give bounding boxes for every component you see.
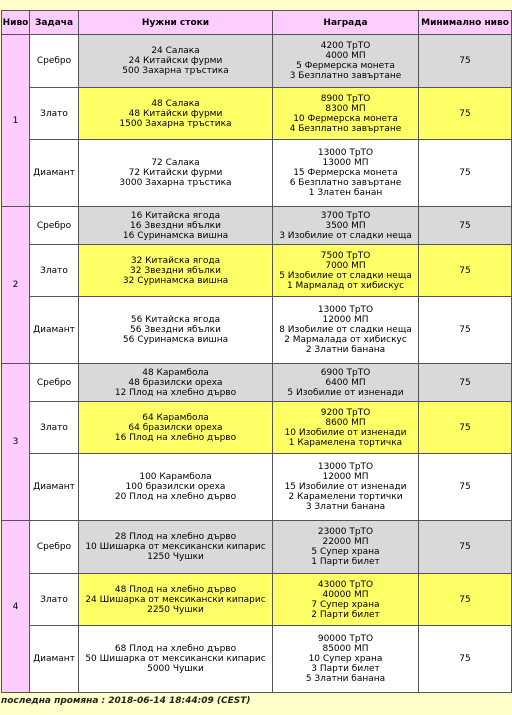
reward-cell xyxy=(273,245,419,297)
reward-cell xyxy=(273,626,419,693)
table-row xyxy=(2,35,512,88)
goods-cell xyxy=(79,626,273,693)
reward-line: 2 Златни банана xyxy=(305,345,386,355)
reward-line: 5 Супер храна xyxy=(311,547,380,557)
goods-line: 24 Китайски фурми xyxy=(128,56,223,66)
min-level-cell: 75 xyxy=(419,402,512,454)
reward-line: 5 Фермерска монета xyxy=(296,61,395,71)
reward-cell xyxy=(273,574,419,626)
reward-line: 8 Изобилие от сладки неща xyxy=(279,325,412,335)
table-row xyxy=(2,245,512,297)
reward-line: 2 Парти билет xyxy=(311,609,380,620)
reward-line: 13000 ТрТО xyxy=(317,305,374,315)
goods-line: 24 Шишарка от мексикански кипарис xyxy=(85,594,266,605)
goods-line: 10 Шишарка от мексикански кипарис xyxy=(85,542,266,552)
goods-line: 32 Китайска ягода xyxy=(130,255,221,266)
reward-line: 8900 ТрТО xyxy=(320,93,371,104)
goods-line: 48 Китайски фурми xyxy=(128,108,223,119)
reward-line: 12000 МП xyxy=(322,472,369,482)
reward-line: 13000 ТрТО xyxy=(317,462,374,472)
reward-line: 10 Фермерска монета xyxy=(293,113,398,124)
reward-line: 15 Фермерска монета xyxy=(293,168,398,178)
reward-line: 85000 МП xyxy=(322,644,369,654)
min-level-cell: 75 xyxy=(419,574,512,626)
goods-line: 500 Захарна тръстика xyxy=(122,66,229,76)
goods-line: 64 Карамбола xyxy=(142,412,209,423)
min-level-cell: 75 xyxy=(419,297,512,364)
goods-cell xyxy=(79,521,273,574)
reward-line: 7000 МП xyxy=(325,260,366,271)
goods-cell xyxy=(79,245,273,297)
goods-cell xyxy=(79,402,273,454)
reward-line: 2 Карамелени тортички xyxy=(288,492,403,502)
reward-cell xyxy=(273,454,419,521)
reward-line: 43000 ТрТО xyxy=(317,579,374,590)
reward-line: 9200 ТрТО xyxy=(320,407,371,418)
reward-cell xyxy=(273,402,419,454)
table-row xyxy=(2,402,512,454)
reward-line: 4 Безплатно завъртане xyxy=(289,123,402,134)
reward-line: 3700 ТрТО xyxy=(320,210,371,221)
min-level-cell: 75 xyxy=(419,35,512,88)
reward-line: 5 Изобилие от сладки неща xyxy=(279,270,412,281)
reward-line: 4200 ТрТО xyxy=(320,41,371,51)
goods-line: 20 Плод на хлебно дърво xyxy=(114,492,237,502)
reward-cell xyxy=(273,364,419,402)
goods-line: 56 Китайска ягода xyxy=(130,315,221,325)
task-cell: Сребро xyxy=(30,35,79,88)
reward-line: 1 Карамелена тортичка xyxy=(288,437,403,448)
goods-line: 1500 Захарна тръстика xyxy=(119,118,232,129)
table-row xyxy=(2,88,512,140)
reward-line: 1 Златен банан xyxy=(308,188,383,198)
goods-line: 16 Суринамска вишна xyxy=(122,230,229,241)
min-level-cell: 75 xyxy=(419,207,512,245)
header-min-level: Минимално ниво xyxy=(419,11,512,35)
table-row xyxy=(2,140,512,207)
reward-line: 3 Златни банана xyxy=(305,502,386,512)
reward-line: 90000 ТрТО xyxy=(317,634,374,644)
reward-line: 10 Супер храна xyxy=(308,654,383,664)
goods-cell xyxy=(79,88,273,140)
goods-line: 5000 Чушки xyxy=(147,664,204,674)
goods-cell xyxy=(79,364,273,402)
goods-cell xyxy=(79,297,273,364)
task-cell: Злато xyxy=(30,88,79,140)
goods-cell xyxy=(79,35,273,88)
table-row xyxy=(2,364,512,402)
header-task: Задача xyxy=(30,11,79,35)
goods-line: 16 Плод на хлебно дърво xyxy=(114,432,237,443)
reward-line: 40000 МП xyxy=(322,589,369,600)
task-cell: Диамант xyxy=(30,140,79,207)
goods-line: 48 Карамбола xyxy=(142,367,209,378)
goods-line: 32 Суринамска вишна xyxy=(122,275,229,286)
task-cell: Злато xyxy=(30,402,79,454)
goods-line: 1250 Чушки xyxy=(147,552,204,562)
reward-line: 4000 МП xyxy=(325,51,366,61)
reward-line: 3500 МП xyxy=(325,220,366,231)
task-cell: Сребро xyxy=(30,207,79,245)
reward-line: 3 Изобилие от сладки неща xyxy=(279,230,412,241)
goods-line: 64 бразилски ореха xyxy=(128,422,223,433)
reward-cell xyxy=(273,297,419,364)
reward-line: 22000 МП xyxy=(322,537,369,547)
goods-line: 68 Плод на хлебно дърво xyxy=(114,644,237,654)
last-modified-note: последна промяна : 2018-06-14 18:44:09 (CEST) xyxy=(1,696,251,706)
goods-line: 50 Шишарка от мексикански кипарис xyxy=(85,654,266,664)
goods-line: 12 Плод на хлебно дърво xyxy=(114,387,237,398)
goods-cell xyxy=(79,574,273,626)
reward-line: 2 Мармалада от хибискус xyxy=(284,335,407,345)
reward-line: 23000 ТрТО xyxy=(317,527,374,537)
reward-line: 13000 МП xyxy=(322,158,369,168)
reward-line: 6400 МП xyxy=(325,377,366,388)
reward-cell xyxy=(273,207,419,245)
quest-table xyxy=(1,10,512,693)
task-cell: Злато xyxy=(30,245,79,297)
level-cell: 3 xyxy=(2,364,30,521)
reward-line: 1 Мармалад от хибискус xyxy=(286,280,405,291)
goods-line: 56 Звездни ябълки xyxy=(130,325,221,335)
reward-line: 7500 ТрТО xyxy=(320,250,371,261)
goods-line: 48 бразилски ореха xyxy=(128,377,223,388)
goods-cell xyxy=(79,140,273,207)
reward-line: 6 Безплатно завъртане xyxy=(289,178,402,188)
header-reward: Награда xyxy=(273,11,419,35)
goods-line: 16 Звездни ябълки xyxy=(130,220,221,231)
reward-line: 3 Парти билет xyxy=(311,664,380,674)
table-row xyxy=(2,297,512,364)
reward-line: 1 Парти билет xyxy=(311,557,380,567)
goods-line: 32 Звездни ябълки xyxy=(130,265,221,276)
goods-line: 3000 Захарна тръстика xyxy=(119,178,232,188)
min-level-cell: 75 xyxy=(419,626,512,693)
reward-line: 12000 МП xyxy=(322,315,369,325)
level-cell: 1 xyxy=(2,35,30,207)
reward-line: 6900 ТрТО xyxy=(320,367,371,378)
reward-line: 5 Златни банана xyxy=(305,674,386,684)
goods-cell xyxy=(79,454,273,521)
table-body xyxy=(2,35,512,693)
min-level-cell: 75 xyxy=(419,88,512,140)
goods-line: 100 бразилски ореха xyxy=(125,482,226,492)
table-row xyxy=(2,207,512,245)
task-cell: Злато xyxy=(30,574,79,626)
reward-line: 7 Супер храна xyxy=(311,599,380,610)
goods-line: 56 Суринамска вишна xyxy=(122,335,229,345)
goods-line: 24 Салака xyxy=(151,46,200,56)
task-cell: Сребро xyxy=(30,364,79,402)
reward-line: 10 Изобилие от изненади xyxy=(284,427,407,438)
min-level-cell: 75 xyxy=(419,245,512,297)
min-level-cell: 75 xyxy=(419,454,512,521)
goods-line: 48 Салака xyxy=(151,98,200,109)
task-cell: Диамант xyxy=(30,626,79,693)
reward-cell xyxy=(273,140,419,207)
task-cell: Диамант xyxy=(30,297,79,364)
goods-line: 28 Плод на хлебно дърво xyxy=(114,532,237,542)
goods-line: 48 Плод на хлебно дърво xyxy=(114,584,237,595)
reward-line: 13000 ТрТО xyxy=(317,148,374,158)
reward-cell xyxy=(273,35,419,88)
goods-line: 100 Карамбола xyxy=(139,472,212,482)
reward-line: 5 Изобилие от изненади xyxy=(287,387,404,398)
goods-line: 72 Салака xyxy=(151,158,200,168)
reward-cell xyxy=(273,521,419,574)
goods-cell xyxy=(79,207,273,245)
table-row xyxy=(2,574,512,626)
task-cell: Сребро xyxy=(30,521,79,574)
min-level-cell: 75 xyxy=(419,140,512,207)
goods-line: 2250 Чушки xyxy=(147,604,204,615)
table-row xyxy=(2,626,512,693)
table-row xyxy=(2,454,512,521)
reward-line: 3 Безплатно завъртане xyxy=(289,71,402,81)
min-level-cell: 75 xyxy=(419,364,512,402)
header-goods: Нужни стоки xyxy=(79,11,273,35)
task-cell: Диамант xyxy=(30,454,79,521)
goods-line: 72 Китайски фурми xyxy=(128,168,223,178)
header-level: Ниво xyxy=(2,11,30,35)
level-cell: 4 xyxy=(2,521,30,693)
min-level-cell: 75 xyxy=(419,521,512,574)
reward-line: 8600 МП xyxy=(325,417,366,428)
reward-line: 8300 МП xyxy=(325,103,366,114)
header-row xyxy=(2,11,512,35)
level-cell: 2 xyxy=(2,207,30,364)
goods-line: 16 Китайска ягода xyxy=(130,210,221,221)
reward-cell xyxy=(273,88,419,140)
table-row xyxy=(2,521,512,574)
reward-line: 15 Изобилие от изненади xyxy=(284,482,407,492)
